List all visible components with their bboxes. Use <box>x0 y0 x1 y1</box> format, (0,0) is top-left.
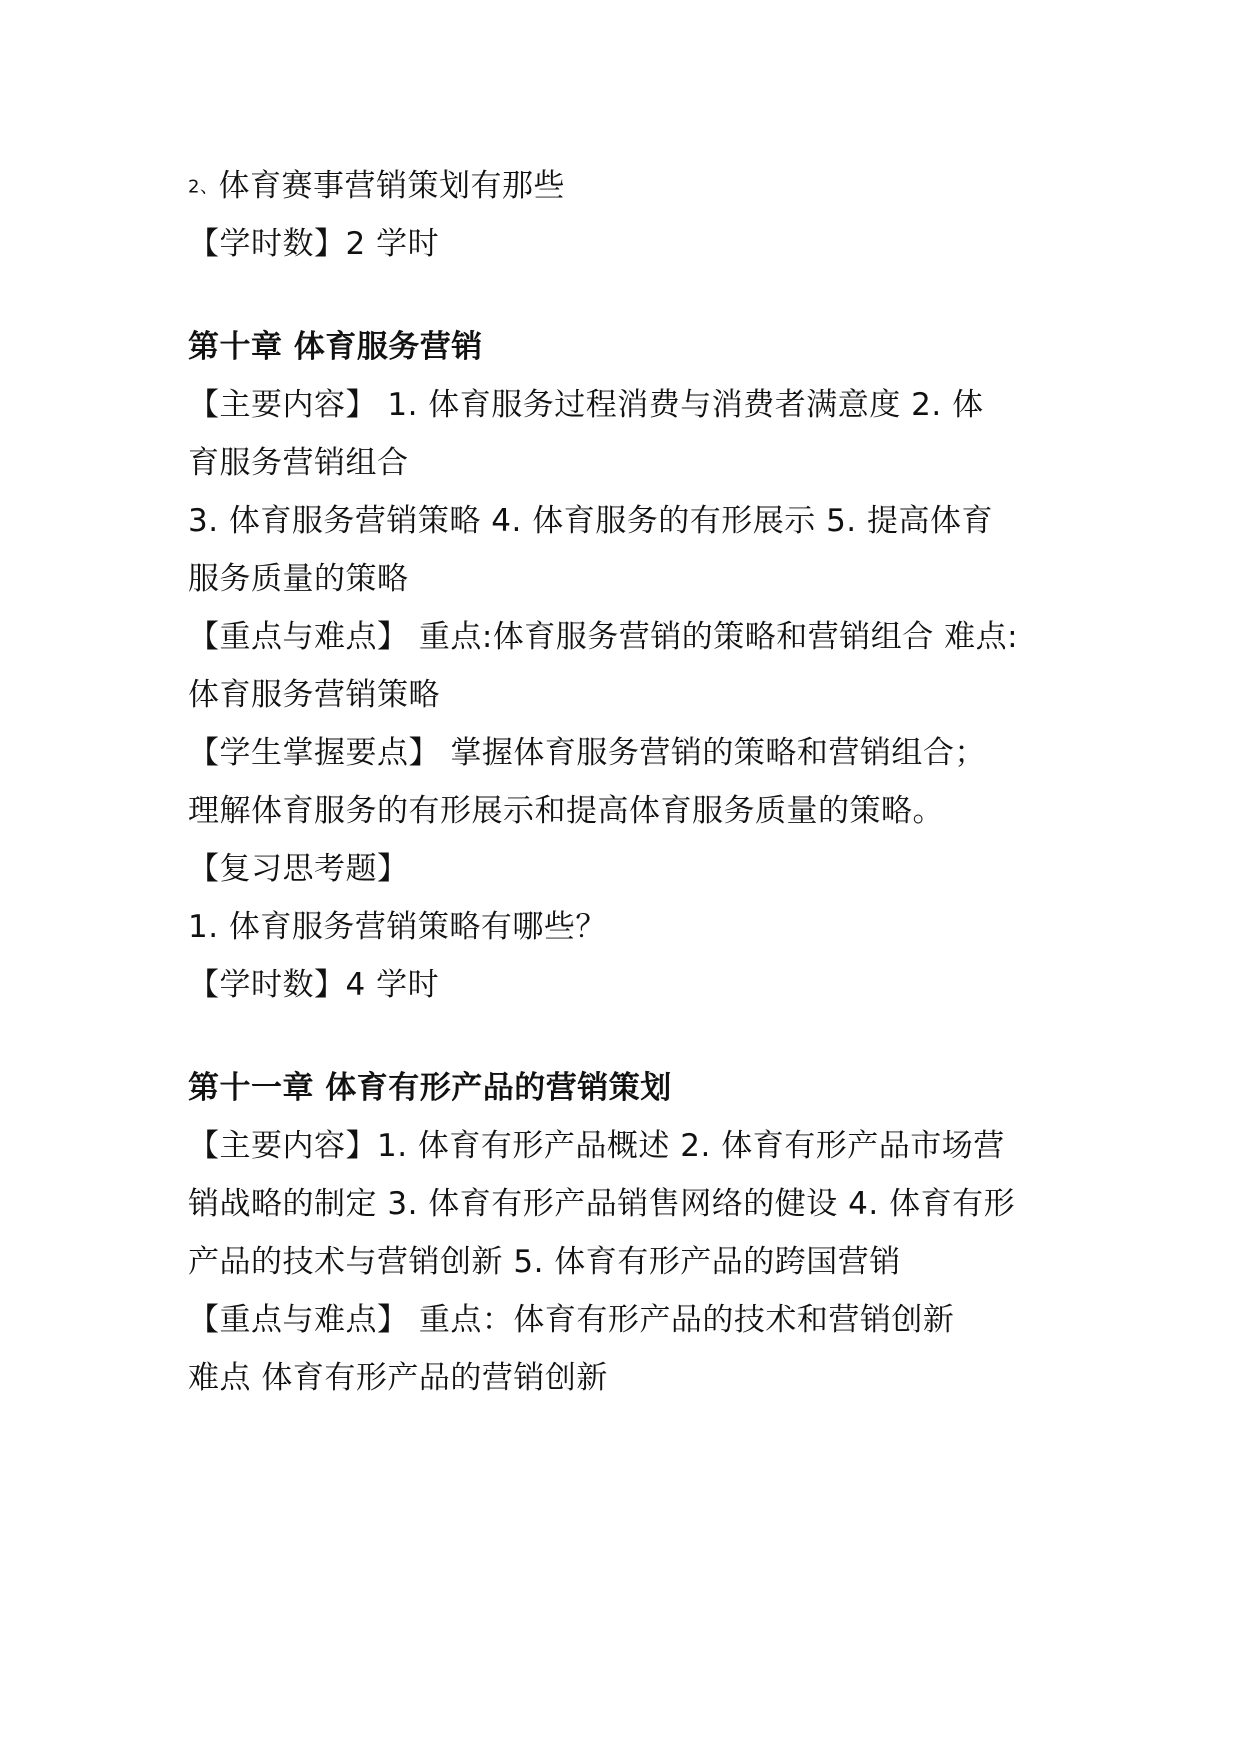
main-content-line: 【主要内容】 1. 体育服务过程消费与消费者满意度 2. 体 <box>188 387 984 423</box>
main-content-line: 产品的技术与营销创新 5. 体育有形产品的跨国营销 <box>188 1244 901 1280</box>
key-points-line: 体育服务营销策略 <box>188 677 440 713</box>
main-content-line: 育服务营销组合 <box>188 445 409 481</box>
key-points-line: 难点 体育有形产品的营销创新 <box>188 1360 608 1396</box>
student-points-line: 【学生掌握要点】 掌握体育服务营销的策略和营销组合； <box>188 735 986 771</box>
question-2 <box>188 164 565 210</box>
student-points-line: 理解体育服务的有形展示和提高体育服务质量的策略。 <box>188 793 944 829</box>
class-hours: 【学时数】4 学时 <box>188 967 440 1003</box>
review-question: 1. 体育服务营销策略有哪些？ <box>188 909 607 945</box>
class-hours: 【学时数】2 学时 <box>188 226 440 262</box>
main-content-line: 3. 体育服务营销策略 4. 体育服务的有形展示 5. 提高体育 <box>188 503 993 539</box>
main-content-line: 销战略的制定 3. 体育有形产品销售网络的健设 4. 体育有形 <box>188 1186 1016 1222</box>
chapter-11-title: 第十一章 体育有形产品的营销策划 <box>188 1070 672 1106</box>
key-points-line: 【重点与难点】 重点:体育服务营销的策略和营销组合 难点: <box>188 619 1019 655</box>
main-content-line: 服务质量的策略 <box>188 561 409 597</box>
question-text: 体育赛事营销策划有那些 <box>218 168 565 204</box>
main-content-line: 【主要内容】1. 体育有形产品概述 2. 体育有形产品市场营 <box>188 1128 1005 1164</box>
key-points-line: 【重点与难点】 重点：体育有形产品的技术和营销创新 <box>188 1302 955 1338</box>
chapter-10-title: 第十章 体育服务营销 <box>188 329 483 365</box>
question-number: 2、 <box>188 176 219 198</box>
review-questions-heading: 【复习思考题】 <box>188 851 409 887</box>
